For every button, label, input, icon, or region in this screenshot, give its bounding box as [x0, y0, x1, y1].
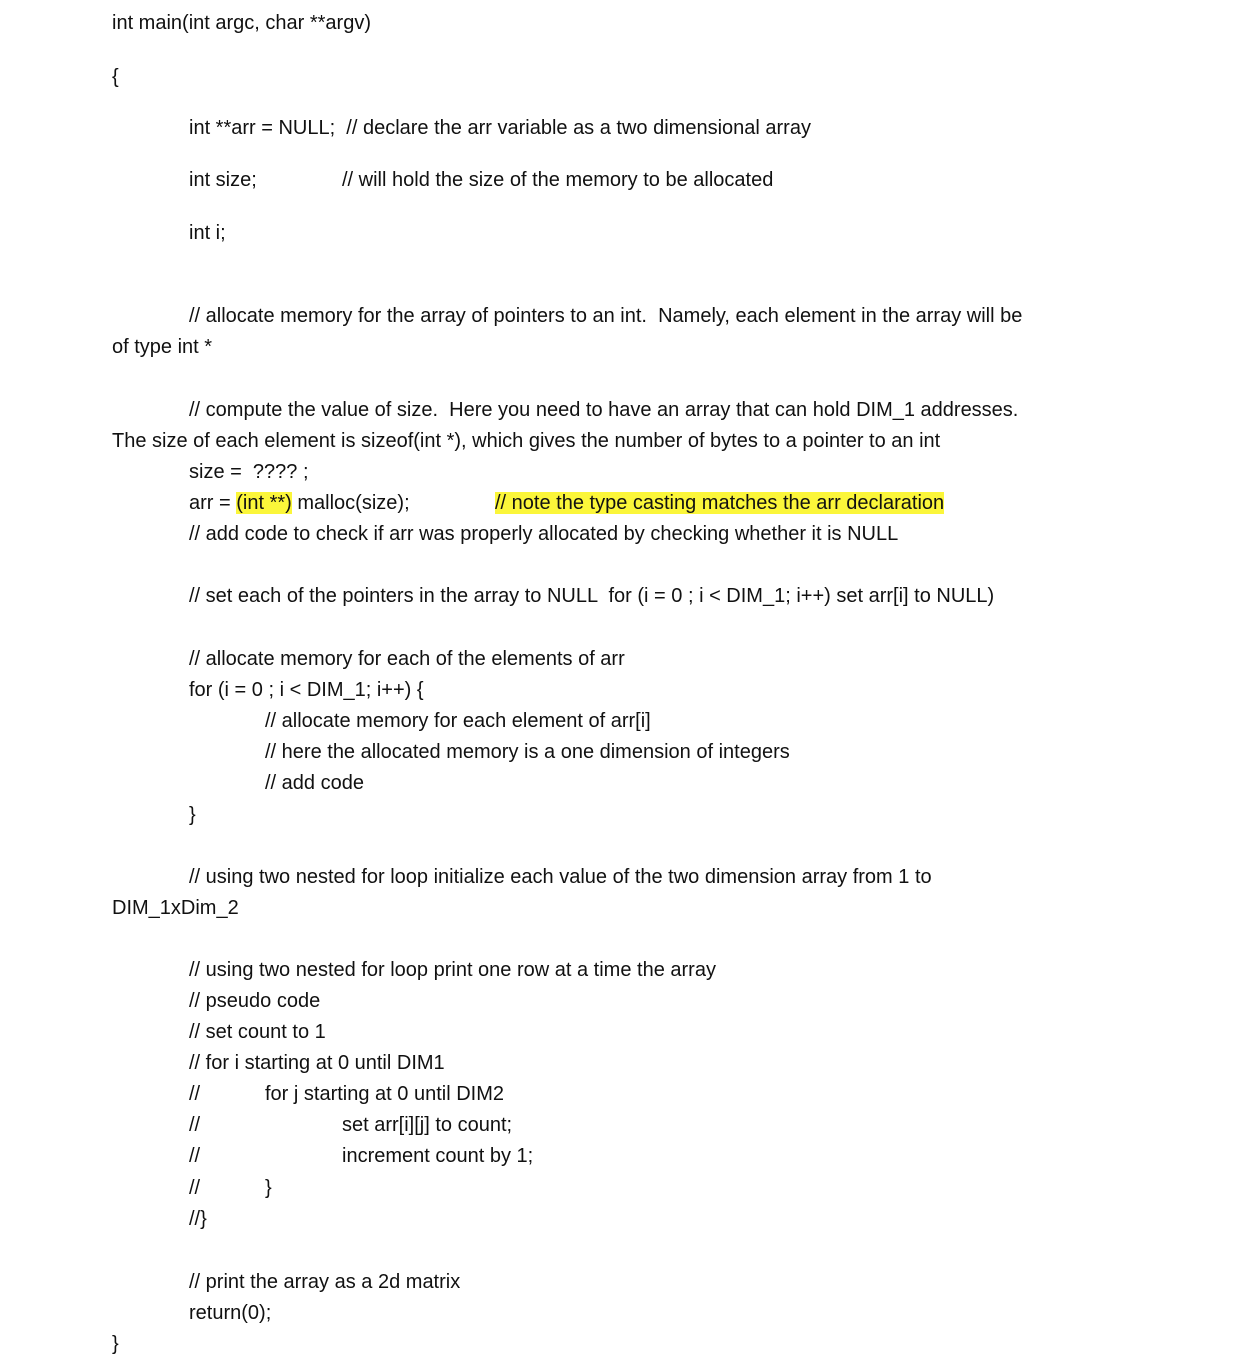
loop-comment-1: // allocate memory for each element of arr[i] — [265, 710, 651, 732]
open-brace: { — [112, 66, 119, 88]
allocate-comment-cont: of type int * — [112, 336, 213, 358]
return-statement: return(0); — [189, 1302, 272, 1324]
set-count-comment: // set count to 1 — [189, 1021, 326, 1043]
compute-size-comment-cont: The size of each element is sizeof(int *), which gives the number of bytes to a pointer to an int — [112, 430, 941, 452]
for-j-comment: for j starting at 0 until DIM2 — [265, 1083, 504, 1105]
close-brace: } — [112, 1333, 119, 1355]
type-casting-note-text: // note the type casting matches the arr declaration — [495, 492, 945, 514]
initialize-comment: // using two nested for loop initialize each value of the two dimension array from 1 to — [189, 866, 932, 888]
loop-comment-2: // here the allocated memory is a one dimension of integers — [265, 741, 790, 763]
main-signature: int main(int argc, char **argv) — [112, 12, 371, 34]
i-declaration: int i; — [189, 222, 226, 244]
print-rows-comment: // using two nested for loop print one row at a time the array — [189, 959, 716, 981]
malloc-call: malloc(size); — [291, 492, 410, 514]
for-i-comment: // for i starting at 0 until DIM1 — [189, 1052, 445, 1074]
pseudo-code-comment: // pseudo code — [189, 990, 321, 1012]
arr-declaration: int **arr = NULL; // declare the arr variable as a two dimensional array — [189, 117, 811, 139]
pseudo-slash-4: // — [189, 1177, 201, 1199]
inner-close-brace: } — [265, 1177, 272, 1199]
set-null-comment: // set each of the pointers in the array to NULL for (i = 0 ; i < DIM_1; i++) set arr[i] to NULL) — [189, 585, 995, 607]
loop-close-brace: } — [189, 804, 196, 826]
allocate-comment: // allocate memory for the array of pointers to an int. Namely, each element in the array will be — [189, 305, 1023, 327]
size-assignment: size = ???? ; — [189, 461, 309, 483]
size-comment: // will hold the size of the memory to be allocated — [342, 169, 774, 191]
increment-comment: increment count by 1; — [342, 1145, 534, 1167]
compute-size-comment: // compute the value of size. Here you need to have an array that can hold DIM_1 addresses. — [189, 399, 1019, 421]
print-matrix-comment: // print the array as a 2d matrix — [189, 1271, 461, 1293]
type-casting-note — [495, 491, 944, 515]
for-loop-header: for (i = 0 ; i < DIM_1; i++) { — [189, 679, 424, 701]
outer-close-comment: //} — [189, 1208, 207, 1230]
pseudo-slash-1: // — [189, 1083, 201, 1105]
pseudo-slash-2: // — [189, 1114, 201, 1136]
type-cast-highlight: (int **) — [236, 492, 292, 514]
malloc-prefix: arr = — [189, 492, 237, 514]
initialize-comment-cont: DIM_1xDim_2 — [112, 897, 239, 919]
loop-comment-3: // add code — [265, 772, 364, 794]
malloc-line — [189, 491, 410, 515]
size-declaration: int size; — [189, 169, 257, 191]
pseudo-slash-3: // — [189, 1145, 201, 1167]
allocate-elements-comment: // allocate memory for each of the elements of arr — [189, 648, 625, 670]
set-arr-comment: set arr[i][j] to count; — [342, 1114, 513, 1136]
null-check-comment: // add code to check if arr was properly allocated by checking whether it is NULL — [189, 523, 899, 545]
